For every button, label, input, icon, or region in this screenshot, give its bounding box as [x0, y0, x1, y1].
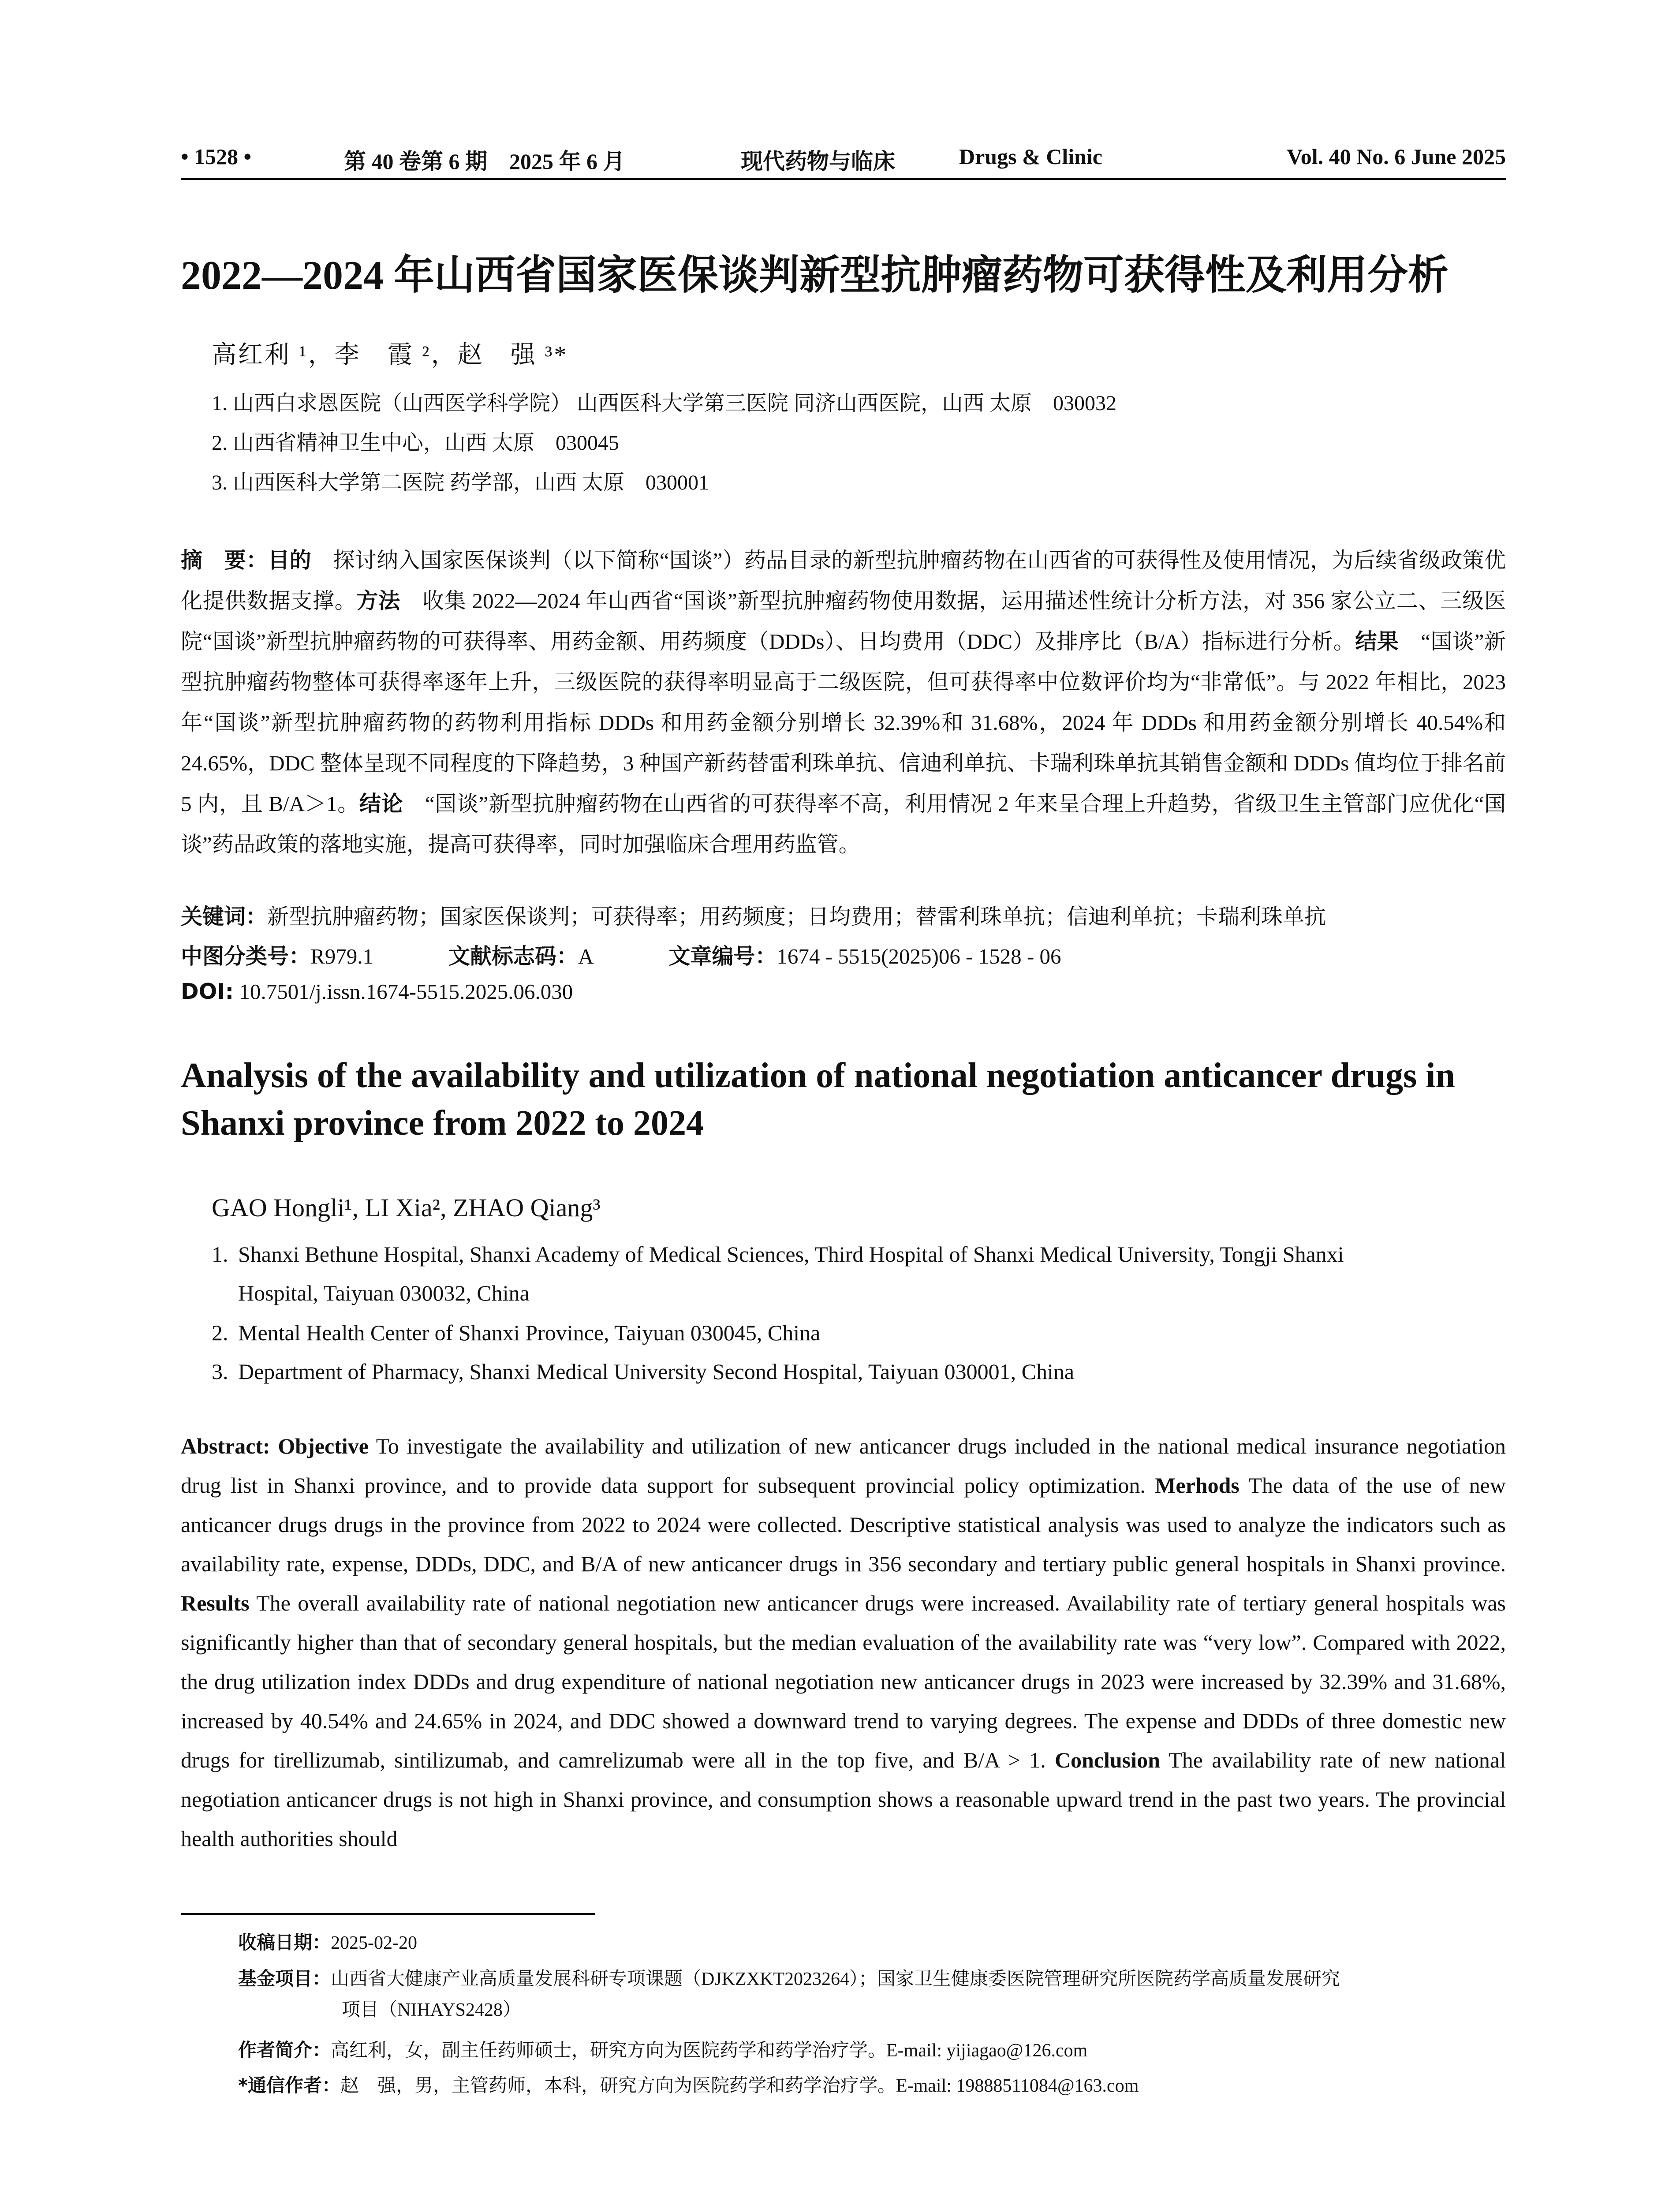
keywords-label: 关键词：	[181, 904, 268, 929]
abstract-label-en: Abstract: Objective	[181, 1434, 369, 1458]
conclusion-text-cn: “国谈”新型抗肿瘤药物在山西省的可获得率不高，利用情况 2 年来呈合理上升趋势，省级卫生主管部门应优化“国谈”药品政策的落地实施，提高可获得率，同时加强临床合理用药监管。	[181, 792, 1506, 856]
affiliation-en-2-text: Mental Health Center of Shanxi Province, Taiyuan 030045, China	[238, 1320, 821, 1345]
methods-label-cn: 方法	[356, 588, 401, 613]
conclusion-label-cn: 结论	[359, 791, 403, 816]
objective-text-en: To investigate the availability and utilization of new anticancer drugs included in the national medical insurance negotiation drug list in Shanxi province, and to provide data support for subsequent provincial policy optimization.	[181, 1434, 1506, 1498]
methods-text-en: The data of the use of new anticancer drugs drugs in the province from 2022 to 2024 were collected. Descriptive statistical analysis was used to analyze the indicators such as availability rate, expense, DDDs, DDC, and B/A of new anticancer drugs in 356 secondary and tertiary public general hospitals in Shanxi province.	[181, 1473, 1506, 1576]
methods-label-en: Merhods	[1155, 1473, 1239, 1498]
bio-label: 作者简介：	[238, 2039, 331, 2061]
doi-link[interactable]: 10.7501/j.issn.1674-5515.2025.06.030	[239, 979, 573, 1004]
abstract-cn	[181, 540, 1506, 865]
fund-label: 基金项目：	[238, 1968, 331, 1989]
received-label: 收稿日期：	[238, 1932, 331, 1953]
corresponding-label: *通信作者：	[238, 2074, 340, 2096]
doi-line	[181, 979, 573, 1004]
abstract-label-cn: 摘 要：	[181, 548, 268, 573]
title-cn: 2022—2024 年山西省国家医保谈判新型抗肿瘤药物可获得性及利用分析	[181, 253, 1449, 298]
affiliation-en-1-text: Shanxi Bethune Hospital, Shanxi Academy of Medical Sciences, Third Hospital of Shanxi Medical University, Tongji Shanxi	[238, 1242, 1344, 1267]
affiliation-cn-1: 1. 山西白求恩医院（山西医学科学院） 山西医科大学第三医院 同济山西医院，山西 太原 030032	[212, 392, 1117, 415]
affiliation-cn-2: 2. 山西省精神卫生中心，山西 太原 030045	[212, 431, 620, 455]
results-text-en: The overall availability rate of national negotiation new anticancer drugs were increased. Availability rate of tertiary general hospitals was significantly higher than that of secondary general hospitals, but the median evaluation of the availability rate was “very low”. Compared with 2022, the drug utilization index DDDs and drug expenditure of national negotiation new anticancer drugs in 2023 were increased by 32.39% and 31.68%, increased by 40.54% and 24.65% in 2024, and DDC showed a downward trend to varying degrees. The expense and DDDs of three domestic new drugs for tirellizumab, sintilizumab, and camrelizumab were all in the top five, and B/A > 1.	[181, 1591, 1506, 1772]
results-text-cn: “国谈”新型抗肿瘤药物整体可获得率逐年上升，三级医院的获得率明显高于二级医院，但可获得率中位数评价均为“非常低”。与 2022 年相比，2023 年“国谈”新型抗肿瘤药物的药物利用指标 DDDs 和用药金额分别增长 32.39%和 31.68%，2024 年 DDDs 和用药金额分别增长 40.54%和 24.65%，DDC 整体呈现不同程度的下降趋势，3 种国产新药替雷利珠单抗、信迪利单抗、卡瑞利珠单抗其销售金额和 DDDs 值均位于排名前 5 内，且 B/A＞1。	[181, 629, 1506, 816]
affiliation-cn-3: 3. 山西医科大学第二医院 药学部，山西 太原 030001	[212, 471, 709, 494]
affiliation-en-3-text: Department of Pharmacy, Shanxi Medical University Second Hospital, Taiyuan 030001, China	[238, 1359, 1075, 1384]
issue-cn: 第 40 卷第 6 期 2025 年 6 月	[344, 149, 625, 174]
received-date: 2025-02-20	[331, 1933, 417, 1953]
footnote-divider	[181, 1913, 595, 1915]
clc-label: 中图分类号：	[181, 944, 311, 969]
doi-label: DOI:	[181, 979, 234, 1004]
corresponding-text: 赵 强，男，主管药师，本科，研究方向为医院药学和药学治疗学。E-mail: 19888511084@163.com	[340, 2076, 1139, 2096]
keywords-cn	[181, 900, 1326, 931]
authors-en: GAO Hongli¹, LI Xia², ZHAO Qiang³	[212, 1193, 601, 1222]
keywords-text: 新型抗肿瘤药物；国家医保谈判；可获得率；用药频度；日均费用；替雷利珠单抗；信迪利单抗；卡瑞利珠单抗	[267, 904, 1326, 929]
affiliation-en-1	[212, 1235, 1508, 1312]
doc-code-value: A	[578, 944, 594, 968]
fund-text-continued: 项目（NIHAYS2428）	[342, 2000, 521, 2020]
methods-text-cn: 收集 2022—2024 年山西省“国谈”新型抗肿瘤药物使用数据，运用描述性统计分析方法，对 356 家公立二、三级医院“国谈”新型抗肿瘤药物的可获得率、用药金额、用药频度（DDDs）、日均费用（DDC）及排序比（B/A）指标进行分析。	[181, 589, 1506, 654]
conclusion-label-en: Conclusion	[1054, 1748, 1160, 1772]
results-label-cn: 结果	[1355, 629, 1399, 654]
affiliation-en-2	[212, 1313, 1508, 1352]
affiliation-en-1-number: 1.	[212, 1242, 228, 1267]
affiliation-en-3	[212, 1352, 1508, 1391]
bio-text: 高红利，女，副主任药师硕士，研究方向为医院药学和药学治疗学。E-mail: yijiagao@126.com	[331, 2041, 1088, 2061]
abstract-en	[181, 1427, 1506, 1858]
footnote-corresponding	[238, 2070, 1508, 2101]
article-number-label: 文章编号：	[668, 944, 777, 969]
issue-en: Vol. 40 No. 6 June 2025	[1287, 144, 1506, 169]
affiliation-en-3-number: 3.	[212, 1359, 228, 1384]
results-label-en: Results	[181, 1591, 250, 1615]
footnote-fund	[238, 1963, 1508, 2026]
journal-name-en: Drugs & Clinic	[959, 144, 1102, 169]
fund-text: 山西省大健康产业高质量发展科研专项课题（DJKZXKT2023264）；国家卫生健康委医院管理研究所医院药学高质量发展研究	[331, 1969, 1340, 1989]
affiliation-en-2-number: 2.	[212, 1320, 228, 1345]
objective-label-cn: 目的	[268, 548, 312, 573]
article-number-value: 1674 - 5515(2025)06 - 1528 - 06	[777, 944, 1061, 968]
footnote-author-bio	[238, 2035, 1508, 2066]
page-number: • 1528 •	[181, 144, 252, 169]
title-en: Analysis of the availability and utilization of national negotiation anticancer drugs in Shanxi province from 2022 to 2024	[181, 1056, 1455, 1143]
objective-text-cn: 探讨纳入国家医保谈判（以下简称“国谈”）药品目录的新型抗肿瘤药物在山西省的可获得性及使用情况，为后续省级政策优化提供数据支撑。	[181, 548, 1506, 613]
footnote-received	[238, 1927, 1508, 1958]
conclusion-text-en: The availability rate of new national negotiation anticancer drugs is not high in Shanxi province, and consumption shows a reasonable upward trend in the past two years. The provincial health authorities should	[181, 1748, 1506, 1851]
affiliation-en-1-continued: Hospital, Taiyuan 030032, China	[238, 1281, 530, 1305]
authors-cn: 高红利 ¹，李 霞 ²，赵 强 ³*	[212, 341, 568, 369]
clc-value: R979.1	[310, 944, 373, 968]
journal-name-cn: 现代药物与临床	[741, 148, 895, 174]
running-header	[181, 140, 1506, 180]
doc-code-label: 文献标志码：	[448, 944, 578, 969]
classification-line	[181, 939, 1061, 970]
